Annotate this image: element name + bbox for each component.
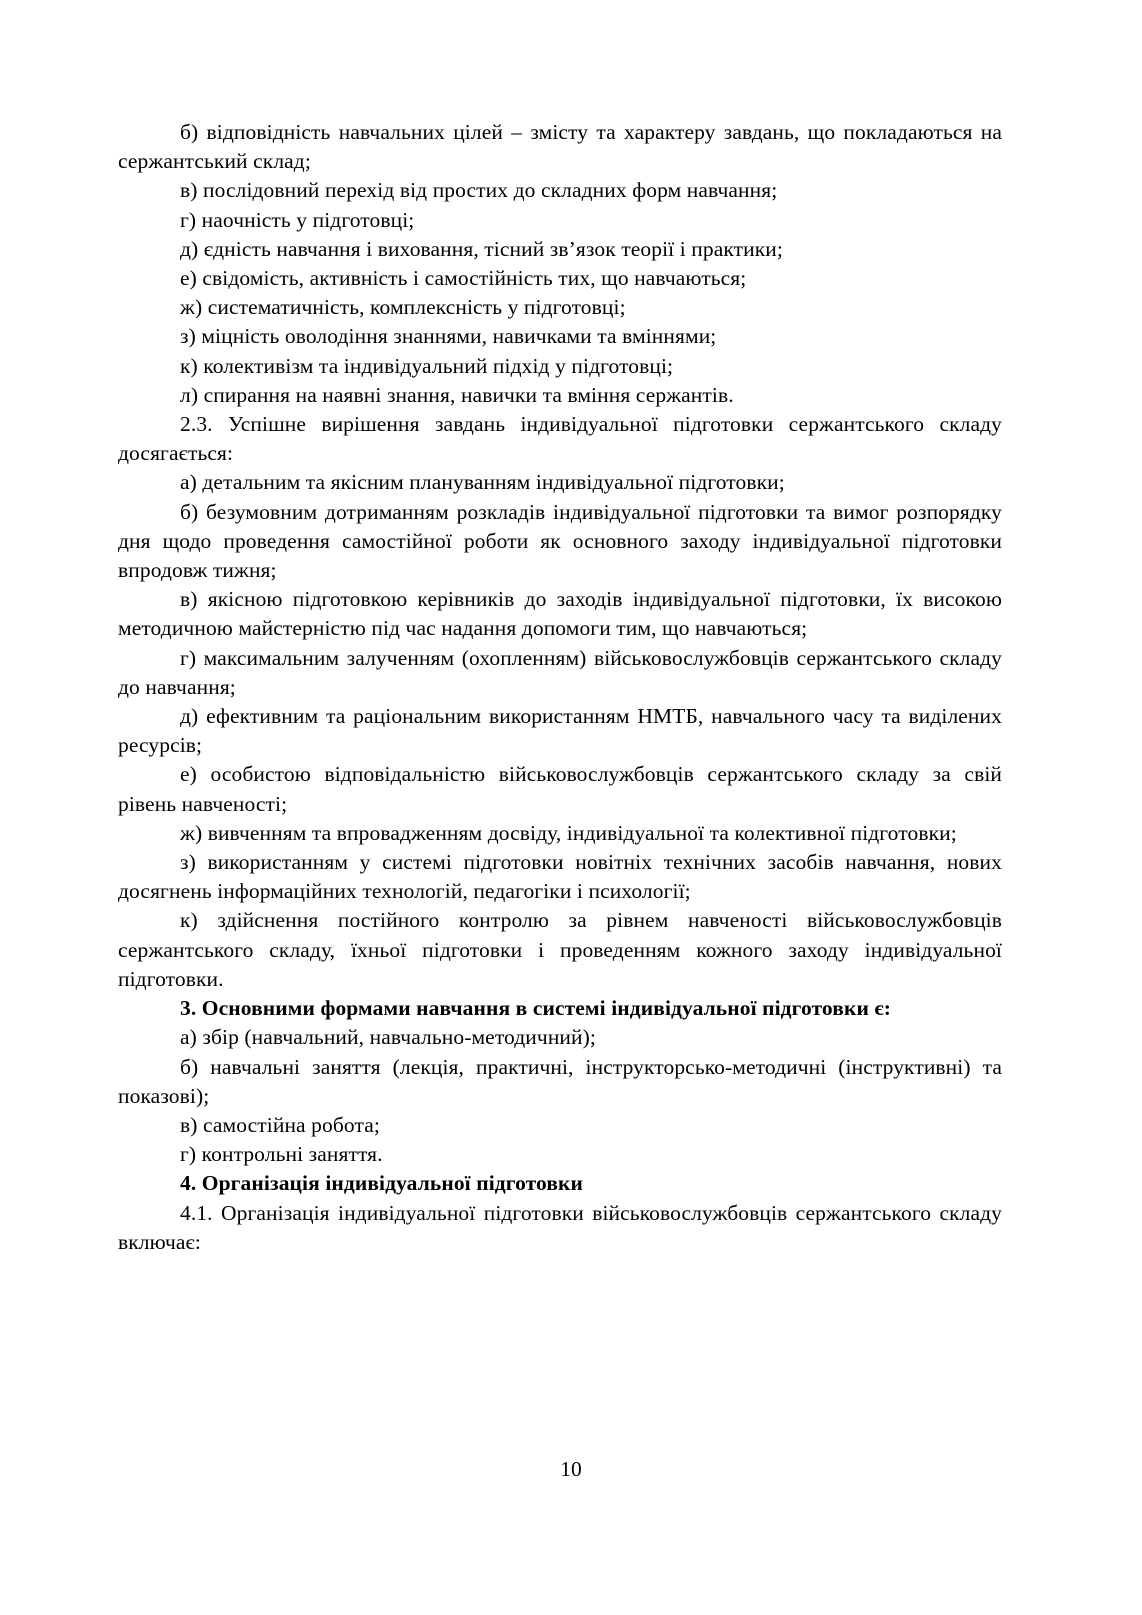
paragraph-item-a-3: а) збір (навчальний, навчально-методичний); bbox=[180, 1025, 596, 1050]
paragraph-item-g-3: г) контрольні заняття. bbox=[180, 1142, 383, 1167]
paragraph-item-k-2-3: к) здійснення постійного контролю за рівнем навченості військовослужбовців сержантського складу, їхньої підготовки і проведенням кожного заходу індивідуальної підготовки. bbox=[118, 908, 1002, 991]
paragraph-item-e-principles: е) свідомість, активність і самостійність тих, що навчаються; bbox=[180, 266, 747, 291]
paragraph-item-v-3: в) самостійна робота; bbox=[180, 1112, 380, 1137]
paragraph-item-v-principles: в) послідовний перехід від простих до складних форм навчання; bbox=[180, 178, 778, 203]
paragraph-item-zh-2-3: ж) вивченням та впровадженням досвіду, індивідуальної та колективної підготовки; bbox=[180, 820, 957, 845]
paragraph-item-k-principles: к) колективізм та індивідуальний підхід у підготовці; bbox=[180, 353, 674, 378]
paragraph-clause-3-heading: 3. Основними формами навчання в системі індивідуальної підготовки є: bbox=[180, 996, 892, 1021]
paragraph-clause-4-1: 4.1. Організація індивідуальної підготовки військовослужбовців сержантського складу включає: bbox=[118, 1200, 1002, 1254]
paragraph-item-b-3: б) навчальні заняття (лекція, практичні, інструкторсько-методичні (інструктивні) та показові); bbox=[118, 1054, 1002, 1108]
paragraph-item-e-2-3: е) особистою відповідальністю військовослужбовців сержантського складу за свій рівень навченості; bbox=[118, 762, 1002, 816]
paragraph-item-l-principles: л) спирання на наявні знання, навички та вміння сержантів. bbox=[180, 382, 734, 407]
paragraph-item-g-2-3: г) максимальним залученням (охопленням) військовослужбовців сержантського складу до навчання; bbox=[118, 645, 1002, 699]
paragraph-section-4-heading: 4. Організація індивідуальної підготовки bbox=[180, 1171, 584, 1196]
paragraph-item-a-2-3: а) детальним та якісним плануванням індивідуальної підготовки; bbox=[180, 470, 785, 495]
paragraph-item-g-principles: г) наочність у підготовці; bbox=[180, 207, 415, 232]
paragraph-item-d-principles: д) єдність навчання і виховання, тісний зв’язок теорії і практики; bbox=[180, 236, 783, 261]
paragraph-item-d-2-3: д) ефективним та раціональним використанням НМТБ, навчального часу та виділених ресурсів; bbox=[118, 704, 1002, 758]
body-text-column bbox=[118, 118, 1002, 1257]
paragraph-clause-2-3: 2.3. Успішне вирішення завдань індивідуальної підготовки сержантського складу досягається: bbox=[118, 412, 1002, 466]
paragraph-item-z-2-3: з) використанням у системі підготовки новітніх технічних засобів навчання, нових досягнень інформаційних технологій, педагогіки і психології; bbox=[118, 850, 1002, 904]
paragraph-item-z-principles: з) міцність оволодіння знаннями, навичками та вміннями; bbox=[180, 324, 717, 349]
paragraph-item-b-principles: б) відповідність навчальних цілей – змісту та характеру завдань, що покладаються на сержантський склад; bbox=[118, 120, 1002, 174]
paragraph-item-b-2-3: б) безумовним дотриманням розкладів індивідуальної підготовки та вимог розпорядку дня щодо проведення самостійної роботи як основного заходу індивідуальної підготовки впродовж тижня; bbox=[118, 499, 1002, 583]
paragraph-item-v-2-3: в) якісною підготовкою керівників до заходів індивідуальної підготовки, їх високою методичною майстерністю під час надання допомоги тим, що навчаються; bbox=[118, 587, 1002, 641]
paragraph-item-zh-principles: ж) систематичність, комплексність у підготовці; bbox=[180, 295, 626, 320]
page-number: 10 bbox=[560, 1457, 582, 1481]
